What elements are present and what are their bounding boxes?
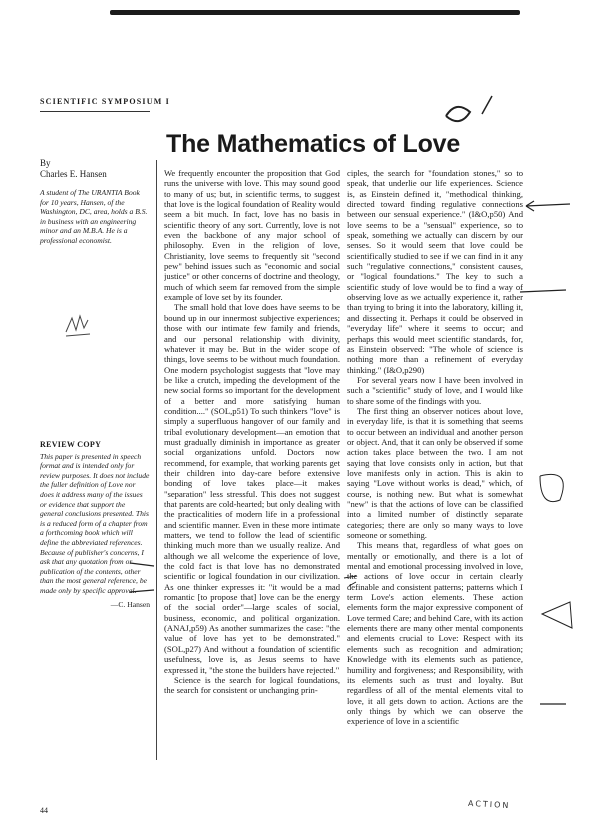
article-title: The Mathematics of Love (166, 130, 461, 158)
scan-top-bar (110, 10, 520, 15)
margin-handwriting: ACTION (467, 798, 511, 811)
paragraph: For several years now I have been involved in such a "scientific" study of love, and I would like to share some of the findings with you. (347, 374, 523, 406)
paragraph: ciples, the search for "foundation stones," so to speak, that underlie our life experiences. Science is, as Einstein defined it, "methodical thinking, directed toward finding regulative connections between our sensual experience." (I&O,p50) And love seems to be a "sensual" experience, so to speak, something we actually can discern by our senses. So it would seem that love could be scientifically studied to see if we can find in it any such "regulative connections," consistent causes, or "logical foundations." The key to such a scientific study of love would be to find a way of observing love as we actually experience it, rather than trying to bring it into the laboratory, killing it, and dissecting it. Perhaps it could be observed in "everyday life" where it seems to occur; and perhaps this would meet scientific standards, for, as Einstein observed: "The whole of science is nothing more than a refinement of everyday thinking." (I&O,p290) (347, 168, 523, 375)
byline-author: Charles E. Hansen (40, 169, 107, 179)
paragraph: The small hold that love does have seems to be bound up in our innermost subjective experiences; those with our intimate few family and friends, and our personal relationship with divinity, whatever it may be. But in the wider scope of things, love seems to be without much foundation. One modern psychologist suggests that "love may be like a crutch, impeding the development of the new social forms so important for the development of a better and more satisfying human condition...." (SOL,p51) To such thinkers "love" is simply a superfluous hangover of our family and tribal evolutionary development—an emotion that must gradually diminish in importance as greater social organizations unfold. Doctors now recommend, for example, that working parents get their children into day-care before extensive bonding of love takes place—it makes "separation" less stressful. This does not suggest that parents are cold-hearted; but only dealing with the practicalities of modern life in a professional and scientific manner. Even in these more intimate matters, we tend to follow the lead of scientific thinking much more than we usually realize. And although we all welcome the experience of love, the cold fact is that love has no demonstrated scientific or logical foundation in our civilization. As one thinker expresses it: "it would be a mad romantic [to propose that] love can be the energy of the social order"—large scales of social, business, economic, and political organization. (ANAJ,p59) As another summarizes the case: "the value of love has yet to be demonstrated." (SOL,p27) And without a foundation of scientific usefulness, love is, as Jesus seems to have expressed it, "the stone the builders have rejected." (164, 302, 340, 675)
review-signature: —C. Hansen (110, 599, 150, 609)
byline (40, 158, 150, 180)
paragraph: The first thing an observer notices about love, in everyday life, is that it is something that seems to occur between an individual and another person or object. And, that it can only be observed if some action takes place between the two. I am not saying that love consists only in action, but that love manifests only in action. This is akin to saying "Love without works is dead," which, of course, is nothing new. But what is somewhat "new" is that the actions of love can be classified into a limited number of distinctly separate categories; there are only so many ways to love someone or something. (347, 405, 523, 541)
article-column-1 (164, 168, 340, 803)
article-column-2 (347, 168, 523, 798)
column-divider (156, 160, 157, 760)
paragraph: This means that, regardless of what goes on mentally or emotionally, and there is a lot of mental and emotional processing involved in love, the actions of love occur in certain clearly definable and consistent patterns; patterns which I term Love's action elements. These action elements form the major expressive component of Love termed Care; and behind Care, with its action elements there are many other mental components and elements crucial to Love: Respect with its elements such as recognition and admiration; Knowledge with its elements such as patience, humility and forgiveness; and Responsibility, with its elements such as trust and loyalty. But regardless of all of the mental elements vital to love, it all gets down to action. Actions are the only things by which we can observe the experience of love in a scientific (347, 540, 523, 727)
page-number: 44 (40, 806, 48, 815)
author-bio: A student of The URANTIA Book for 10 years, Hansen, of the Washington, DC, area, holds a B.S. in business with an engineering minor and an M.B.A. He is a professional economist. (40, 188, 148, 245)
byline-by: By (40, 158, 51, 168)
doodle-mark (540, 474, 563, 501)
margin-stamp-scribble (62, 312, 94, 340)
review-body: This paper is presented in speech format and is intended only for review purposes. It does not include the fuller definition of Love nor does it address many of the issues or evidence that support the general conclusions presented. This is a reduced form of a chapter from a forthcoming book which will define the abbreviated references. Because of publisher's concerns, I ask that any quotation from or publication of the contents, other than the most general reference, be made only by specific approval. (40, 451, 150, 595)
header-rule (40, 111, 150, 112)
arrow-mark (526, 204, 570, 206)
arrow-mark (526, 201, 534, 211)
arrow-mark (520, 290, 566, 292)
paragraph: We frequently encounter the proposition that God runs the universe with love. This may sound good to many of us; but, in scientific terms, to suggest that love is the logical foundation of Reality would seem a bit much. In fact, love has no basis in scientific theory of any sort. Currently, love is not even the backbone of any major school of philosophy. Even in the religion of love, Christianity, love seems to frequently sit "second pew" behind issues such as "economic and social justice" or other concerns of doctrine and theology, much of which seem far removed from the simple example of love set by its founder. (164, 168, 340, 303)
paragraph: Science is the search for logical foundations, the search for consistent or unchanging prin- (164, 674, 340, 696)
doodle-mark (482, 96, 492, 114)
doodle-mark (446, 107, 470, 121)
review-copy-note (40, 440, 150, 609)
review-heading: REVIEW COPY (40, 440, 102, 449)
section-header: SCIENTIFIC SYMPOSIUM I (40, 97, 170, 106)
doodle-mark (542, 602, 572, 628)
